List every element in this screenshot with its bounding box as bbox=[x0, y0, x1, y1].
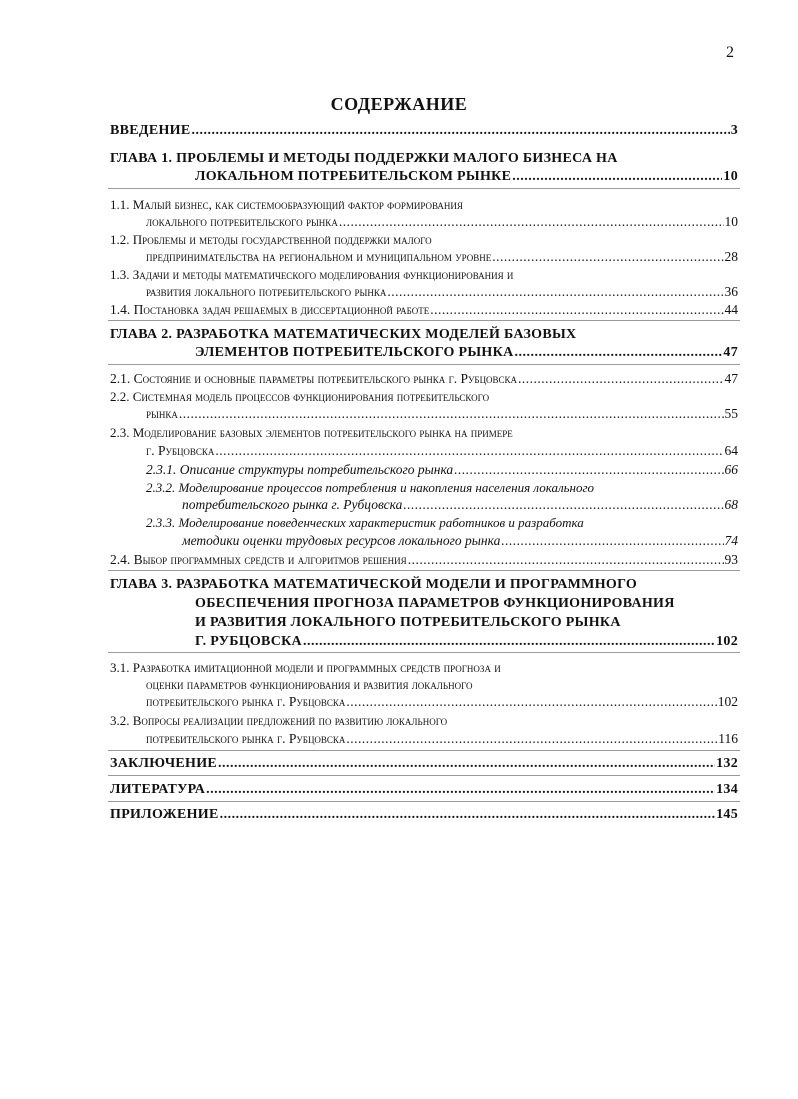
toc-entry-label: ЭЛЕМЕНТОВ ПОТРЕБИТЕЛЬСКОГО РЫНКА bbox=[195, 345, 514, 360]
toc-entry-chapter-2[interactable] bbox=[195, 344, 738, 361]
toc-entry-label: ЛОКАЛЬНОМ ПОТРЕБИТЕЛЬСКОМ РЫНКЕ bbox=[195, 169, 512, 184]
section-3-2-line1[interactable]: 3.2. Вопросы реализации предложений по развитию локального bbox=[110, 713, 448, 728]
divider bbox=[108, 188, 740, 189]
dot-leader bbox=[303, 633, 715, 650]
page-title: СОДЕРЖАНИЕ bbox=[330, 94, 468, 114]
toc-entry-label: потребительского рынка г. Рубцовска bbox=[146, 731, 346, 746]
toc-entry-label: ЗАКЛЮЧЕНИЕ bbox=[110, 756, 218, 771]
dot-leader bbox=[179, 405, 724, 422]
toc-entry-section-3-1[interactable] bbox=[146, 693, 738, 710]
toc-page-number: 66 bbox=[724, 462, 738, 477]
toc-entry-label: локального потребительского рынка bbox=[146, 214, 338, 229]
toc-page-number: 102 bbox=[717, 694, 738, 709]
toc-entry-label: ВВЕДЕНИЕ bbox=[110, 123, 191, 138]
toc-entry-label: ЛИТЕРАТУРА bbox=[110, 782, 206, 797]
toc-entry-label: 2.4. Выбор программных средств и алгоритмов решения bbox=[110, 552, 407, 567]
dot-leader bbox=[220, 806, 715, 823]
toc-page-number: 47 bbox=[724, 371, 738, 386]
toc-page-number: 134 bbox=[716, 782, 738, 797]
dot-leader bbox=[192, 122, 730, 139]
toc-entry-literature[interactable] bbox=[110, 781, 738, 798]
toc-page-number: 28 bbox=[724, 249, 738, 264]
toc-page-number: 47 bbox=[723, 345, 738, 360]
section-1-3-line1[interactable]: 1.3. Задачи и методы математического моделирования функционирования и bbox=[110, 267, 514, 282]
toc-entry-appendix[interactable] bbox=[110, 806, 738, 823]
chapter-3-heading-line2[interactable]: ОБЕСПЕЧЕНИЯ ПРОГНОЗА ПАРАМЕТРОВ ФУНКЦИОНИРОВАНИЯ bbox=[195, 596, 675, 611]
dot-leader bbox=[492, 248, 723, 265]
toc-entry-intro[interactable] bbox=[110, 122, 738, 139]
dot-leader bbox=[206, 781, 715, 798]
toc-entry-section-1-2[interactable] bbox=[146, 248, 738, 265]
toc-entry-section-2-3-1[interactable] bbox=[146, 461, 738, 478]
section-1-1-line1[interactable]: 1.1. Малый бизнес, как системообразующий фактор формирования bbox=[110, 197, 463, 212]
toc-entry-label: ПРИЛОЖЕНИЕ bbox=[110, 807, 219, 822]
divider bbox=[108, 750, 740, 751]
toc-entry-section-1-1[interactable] bbox=[146, 213, 738, 230]
toc-entry-label: 2.1. Состояние и основные параметры потребительского рынка г. Рубцовска bbox=[110, 371, 517, 386]
toc-entry-chapter-3[interactable] bbox=[195, 633, 738, 650]
section-2-3-line1[interactable]: 2.3. Моделирование базовых элементов потребительского рынка на примере bbox=[110, 425, 513, 440]
dot-leader bbox=[515, 344, 723, 361]
divider bbox=[108, 364, 740, 365]
toc-page-number: 102 bbox=[716, 634, 738, 649]
divider bbox=[108, 652, 740, 653]
toc-entry-label: методики оценки трудовых ресурсов локального рынка bbox=[182, 533, 501, 548]
toc-page-number: 145 bbox=[716, 807, 738, 822]
section-2-3-2-line1[interactable]: 2.3.2. Моделирование процессов потребления и накопления населения локального bbox=[146, 480, 595, 495]
toc-entry-label: потребительского рынка г. Рубцовска bbox=[182, 497, 403, 512]
toc-page-number: 55 bbox=[724, 406, 738, 421]
toc-page-number: 116 bbox=[718, 731, 738, 746]
dot-leader bbox=[218, 755, 715, 772]
toc-entry-chapter-1[interactable] bbox=[195, 168, 738, 185]
toc-page-number: 68 bbox=[724, 497, 738, 512]
dot-leader bbox=[454, 461, 723, 478]
toc-entry-label: Г. РУБЦОВСКА bbox=[195, 634, 302, 649]
section-3-1-line2[interactable]: оценки параметров функционирования и развития локального bbox=[146, 677, 473, 692]
divider bbox=[108, 801, 740, 802]
dot-leader bbox=[512, 168, 722, 185]
section-3-1-line1[interactable]: 3.1. Разработка имитационной модели и программных средств прогноза и bbox=[110, 660, 501, 675]
chapter-1-heading-line1[interactable]: ГЛАВА 1. ПРОБЛЕМЫ И МЕТОДЫ ПОДДЕРЖКИ МАЛОГО БИЗНЕСА НА bbox=[110, 151, 618, 166]
toc-entry-section-3-2[interactable] bbox=[146, 730, 738, 747]
dot-leader bbox=[403, 496, 723, 513]
toc-page-number: 93 bbox=[724, 552, 738, 567]
toc-entry-label: г. Рубцовска bbox=[146, 443, 215, 458]
toc-entry-label: потребительского рынка г. Рубцовска bbox=[146, 694, 346, 709]
toc-page-number: 44 bbox=[724, 302, 738, 317]
toc-entry-label: развития локального потребительского рынка bbox=[146, 284, 387, 299]
toc-page-number: 64 bbox=[724, 443, 738, 458]
section-1-2-line1[interactable]: 1.2. Проблемы и методы государственной поддержки малого bbox=[110, 232, 432, 247]
dot-leader bbox=[387, 283, 723, 300]
section-2-2-line1[interactable]: 2.2. Системная модель процессов функционирования потребительского bbox=[110, 389, 490, 404]
toc-page-number: 36 bbox=[724, 284, 738, 299]
dot-leader bbox=[215, 442, 723, 459]
toc-entry-label: предпринимательства на региональном и муниципальном уровне bbox=[146, 249, 492, 264]
dot-leader bbox=[346, 730, 717, 747]
dot-leader bbox=[408, 551, 724, 568]
toc-entry-label: 2.3.1. Описание структуры потребительского рынка bbox=[146, 462, 454, 477]
toc-page-number: 10 bbox=[723, 169, 738, 184]
toc-page-number: 132 bbox=[716, 756, 738, 771]
chapter-2-heading-line1[interactable]: ГЛАВА 2. РАЗРАБОТКА МАТЕМАТИЧЕСКИХ МОДЕЛЕЙ БАЗОВЫХ bbox=[110, 327, 577, 342]
dot-leader bbox=[501, 532, 723, 549]
toc-page-number: 74 bbox=[724, 533, 738, 548]
toc-entry-section-2-1[interactable] bbox=[110, 370, 738, 387]
toc-entry-label: рынка bbox=[146, 406, 178, 421]
toc-entry-section-2-3[interactable] bbox=[146, 442, 738, 459]
toc-entry-section-2-4[interactable] bbox=[110, 551, 738, 568]
toc-entry-section-2-3-3[interactable] bbox=[182, 532, 738, 549]
chapter-3-heading-line1[interactable]: ГЛАВА 3. РАЗРАБОТКА МАТЕМАТИЧЕСКОЙ МОДЕЛИ И ПРОГРАММНОГО bbox=[110, 577, 638, 592]
toc-page-number: 3 bbox=[730, 123, 738, 138]
dot-leader bbox=[346, 693, 716, 710]
divider bbox=[108, 320, 740, 321]
section-2-3-3-line1[interactable]: 2.3.3. Моделирование поведенческих характеристик работников и разработка bbox=[146, 515, 584, 530]
toc-entry-section-1-3[interactable] bbox=[146, 283, 738, 300]
dot-leader bbox=[518, 370, 724, 387]
dot-leader bbox=[430, 301, 723, 318]
divider bbox=[108, 570, 740, 571]
toc-entry-label: 1.4. Постановка задач решаемых в диссертационной работе bbox=[110, 302, 430, 317]
toc-page-number: 10 bbox=[724, 214, 738, 229]
dot-leader bbox=[339, 213, 724, 230]
toc-entry-conclusion[interactable] bbox=[110, 755, 738, 772]
toc-entry-section-2-3-2[interactable] bbox=[182, 496, 738, 513]
toc-entry-section-2-2[interactable] bbox=[146, 405, 738, 422]
toc-entry-section-1-4[interactable] bbox=[110, 301, 738, 318]
page-number: 2 bbox=[726, 44, 734, 61]
chapter-3-heading-line3[interactable]: И РАЗВИТИЯ ЛОКАЛЬНОГО ПОТРЕБИТЕЛЬСКОГО РЫНКА bbox=[195, 615, 621, 630]
divider bbox=[108, 775, 740, 776]
